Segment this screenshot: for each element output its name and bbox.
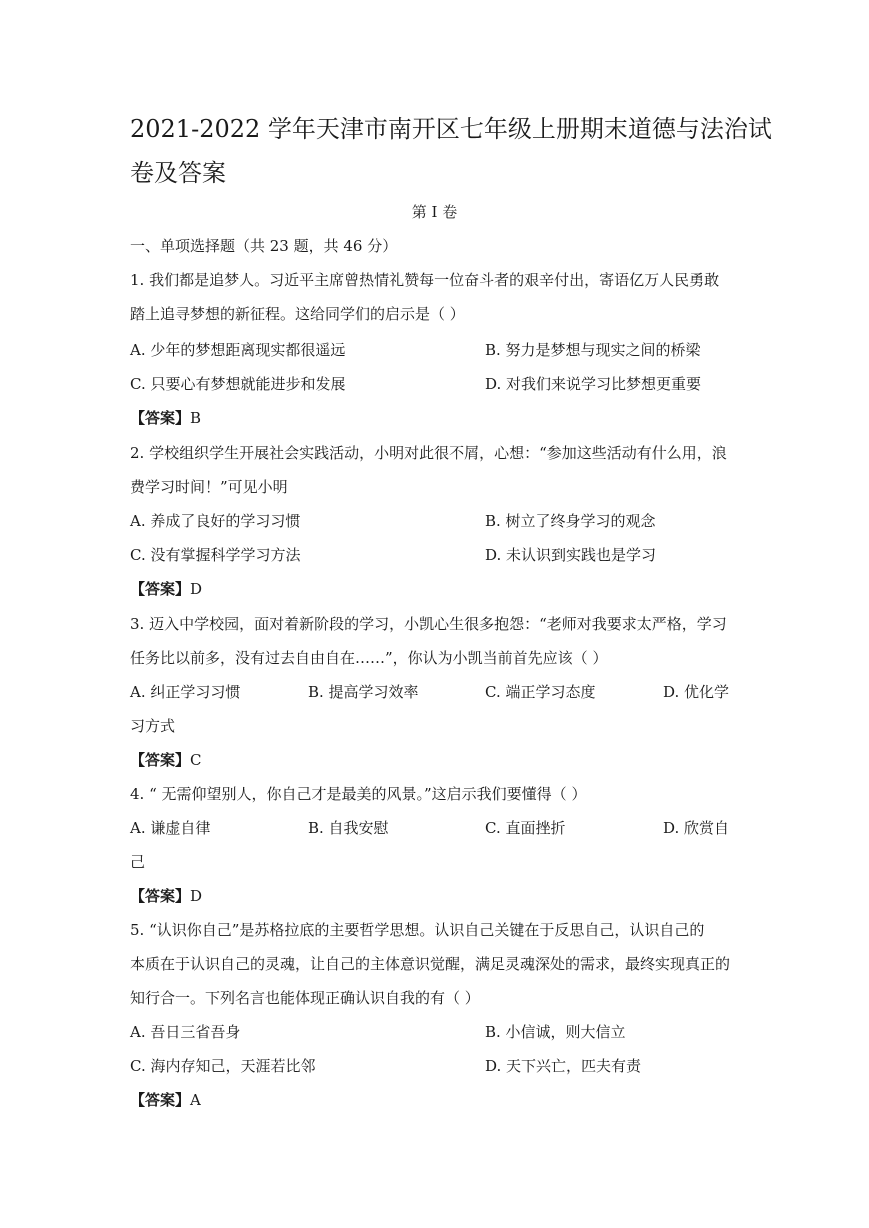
q4-answer [130,886,202,906]
q2-option-a: A. 养成了良好的学习习惯 [130,512,301,530]
document-title-line-2: 卷及答案 [130,159,226,187]
answer-label: 【答案】 [130,580,191,598]
q3-answer-value: C [190,751,202,769]
q5-answer-value: A [190,1091,201,1109]
answer-label: 【答案】 [130,1091,191,1109]
q5-option-b: B. 小信诚，则大信立 [485,1023,626,1041]
q2-option-b: B. 树立了终身学习的观念 [485,512,656,530]
q2-answer-value: D [190,580,203,598]
q5-stem-line-1: 5. “认识你自己”是苏格拉底的主要哲学思想。认识自己关键在于反思自己，认识自己的 [130,921,705,939]
q5-stem-line-2: 本质在于认识自己的灵魂，让自己的主体意识觉醒，满足灵魂深处的需求，最终实现真正的 [130,955,731,973]
q1-stem-line-2: 踏上追寻梦想的新征程。这给同学们的启示是（ ） [130,305,465,323]
q5-stem-line-3: 知行合一。下列名言也能体现正确认识自我的有（ ） [130,989,480,1007]
q2-option-d: D. 未认识到实践也是学习 [485,546,657,564]
q3-option-c: C. 端正学习态度 [485,683,596,701]
q4-option-b: B. 自我安慰 [308,819,389,837]
q4-stem-line-1: 4. “ 无需仰望别人，你自己才是最美的风景。”这启示我们要懂得（ ） [130,785,587,803]
q1-option-a: A. 少年的梦想距离现实都很遥远 [130,341,346,359]
q2-answer [130,579,202,599]
q3-answer [130,750,202,770]
q1-stem-line-1: 1. 我们都是追梦人。习近平主席曾热情礼赞每一位奋斗者的艰辛付出，寄语亿万人民勇敢 [130,271,720,289]
q3-stem-line-1: 3. 迈入中学校园，面对着新阶段的学习，小凯心生很多抱怨：“老师对我要求太严格，学习 [130,615,727,633]
q5-option-c: C. 海内存知己，天涯若比邻 [130,1057,316,1075]
q1-answer [130,408,201,428]
q1-answer-value: B [190,409,202,427]
q1-option-d: D. 对我们来说学习比梦想更重要 [485,375,702,393]
q3-stem-line-2: 任务比以前多，没有过去自由自在……”，你认为小凯当前首先应该（ ） [130,649,608,667]
q2-stem-line-1: 2. 学校组织学生开展社会实践活动，小明对此很不屑，心想：“参加这些活动有什么用，浪 [130,444,727,462]
q3-option-d: D. 优化学 [663,683,730,701]
answer-label: 【答案】 [130,887,191,905]
q4-answer-value: D [190,887,203,905]
section-heading: 一、单项选择题（共 23 题，共 46 分） [130,237,398,255]
answer-label: 【答案】 [130,409,191,427]
q4-option-c: C. 直面挫折 [485,819,566,837]
q3-option-b: B. 提高学习效率 [308,683,419,701]
document-title-line-1: 2021-2022 学年天津市南开区七年级上册期末道德与法治试 [130,115,772,143]
q3-option-a: A. 纠正学习习惯 [130,683,241,701]
q5-answer [130,1090,201,1110]
q4-option-a: A. 谦虚自律 [130,819,211,837]
answer-label: 【答案】 [130,751,191,769]
q3-option-d-wrap: 习方式 [130,717,176,735]
q4-option-d: D. 欣赏自 [663,819,730,837]
q1-option-c: C. 只要心有梦想就能进步和发展 [130,375,346,393]
q2-stem-line-2: 费学习时间！”可见小明 [130,478,288,496]
q5-option-d: D. 天下兴亡，匹夫有责 [485,1057,642,1075]
q5-option-a: A. 吾日三省吾身 [130,1023,241,1041]
q4-option-d-wrap: 己 [130,853,146,871]
q2-option-c: C. 没有掌握科学学习方法 [130,546,301,564]
volume-heading: 第 I 卷 [411,203,458,221]
q1-option-b: B. 努力是梦想与现实之间的桥梁 [485,341,701,359]
